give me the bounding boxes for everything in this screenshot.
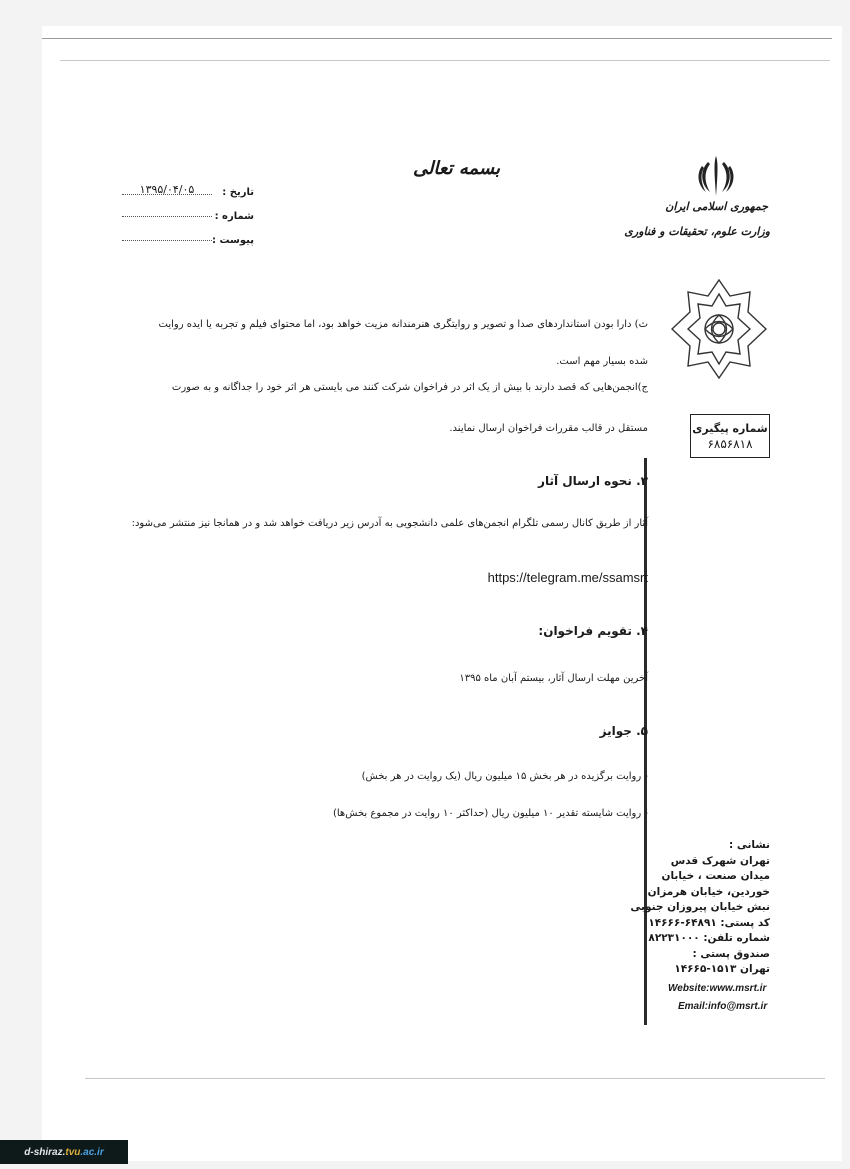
- deadline-text: آخرین مهلت ارسال آثار، بیستم آبان ماه ۱۳۹۵: [459, 673, 648, 684]
- vertical-divider: [644, 458, 647, 1025]
- bottom-scan-edge: [85, 1078, 825, 1079]
- address-title: نشانی :: [729, 839, 770, 851]
- date-line: [122, 186, 212, 195]
- address-line2: میدان صنعت ، خیابان: [661, 870, 770, 882]
- attachment-line: [122, 232, 212, 241]
- date-label: تاریخ :: [222, 187, 254, 198]
- address-block: [630, 838, 770, 978]
- tracking-number: ۶۸۵۶۸۱۸: [707, 436, 753, 451]
- para-j-line2: مستقل در قالب مقررات فراخوان ارسال نمایند.: [449, 423, 648, 434]
- top-scan-edge: [42, 38, 832, 39]
- address-line1: تهران شهرک قدس: [670, 854, 770, 867]
- para-j-line1: ج)انجمن‌هایی که قصد دارند با بیش از یک اثر در فراخوان شرکت کنند می بایستی هر اثر خود را جداگانه و به صورت: [171, 382, 648, 393]
- top-scan-edge-inner: [60, 60, 830, 61]
- badge-part3: .ac.ir: [80, 1146, 104, 1158]
- postal-code: کد پستی: ۶۴۸۹۱-۱۴۶۶۶: [648, 916, 770, 929]
- number-label: شماره :: [214, 211, 254, 222]
- number-line: [122, 208, 212, 217]
- section-5-heading: ۵. جوایز: [599, 724, 648, 738]
- ministry-name: وزارت علوم، تحقیقات و فناوری: [624, 225, 770, 238]
- iran-emblem-icon: [692, 152, 740, 200]
- badge-part1: d-shiraz.: [24, 1146, 66, 1158]
- basmala: بسمه تعالی: [412, 158, 500, 179]
- para-t-line2: شده بسیار مهم است.: [556, 356, 648, 367]
- phone-number: شماره تلفن: ۸۲۲۳۱۰۰۰: [648, 932, 770, 944]
- gov-name: جمهوری اسلامی ایران: [665, 200, 768, 213]
- address-line4: نبش خیابان پیروزان جنوبی: [630, 901, 770, 913]
- attachment-label: پیوست :: [211, 235, 254, 246]
- email[interactable]: Email:info@msrt.ir: [678, 1001, 768, 1012]
- date-value: ۱۳۹۵/۰۴/۰۵: [139, 183, 195, 196]
- pobox-value: تهران ۱۵۱۳-۱۴۶۶۵: [674, 963, 770, 975]
- address-line3: خوردین، خیابان هرمزان: [647, 885, 770, 898]
- pobox-title: صندوق پستی :: [692, 947, 770, 960]
- badge-part2: tvu: [65, 1146, 81, 1158]
- prize-1: - روایت برگزیده در هر بخش ۱۵ میلیون ریال (یک روایت در هر بخش): [361, 771, 648, 782]
- site-badge[interactable]: [0, 1140, 128, 1164]
- send-instructions: آثار از طریق کانال رسمی تلگرام انجمن‌های علمی دانشجویی به آدرس زیر دریافت خواهد شد و در همانجا نیز منتشر می‌شود:: [131, 518, 648, 529]
- ornament-icon: [668, 276, 770, 382]
- section-4-heading: ۴. تقویم فراخوان:: [538, 624, 648, 638]
- tracking-box: [690, 414, 770, 458]
- para-t-line1: ث) دارا بودن استانداردهای صدا و تصویر و روایتگری هنرمندانه مزیت خواهد بود، اما محتوای فیلم و تجربه یا ایده روایت: [158, 319, 648, 330]
- prize-2: - روایت شایسته تقدیر ۱۰ میلیون ریال (حداکثر ۱۰ روایت در مجموع بخش‌ها): [332, 808, 648, 819]
- section-3-heading: ۳. نحوه ارسال آثار: [538, 474, 648, 488]
- tracking-label: شماره پیگیری: [692, 421, 768, 435]
- website[interactable]: Website:www.msrt.ir: [668, 983, 767, 994]
- telegram-link[interactable]: https://telegram.me/ssamsrt: [487, 570, 648, 585]
